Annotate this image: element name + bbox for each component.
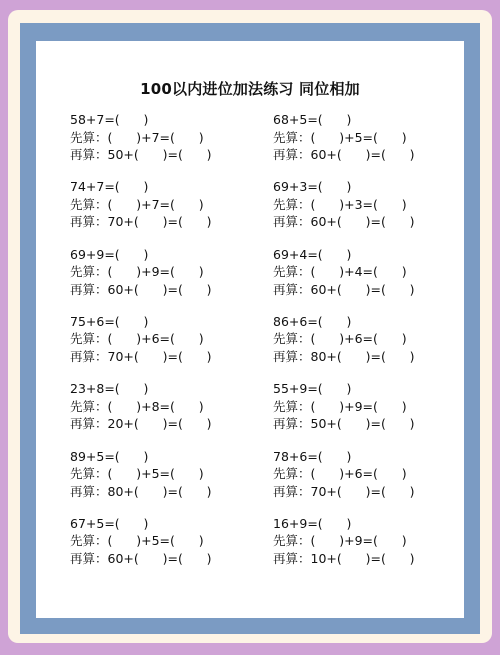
problem-step-first: 先算：( )+5=( ) — [70, 466, 204, 481]
problem-block — [273, 515, 463, 568]
problem-block — [70, 515, 260, 568]
problem-step-first: 先算：( )+4=( ) — [273, 264, 407, 280]
problem-equation: 16+9=( ) — [273, 515, 352, 531]
problem-step-second: 再算：50+( )=( ) — [273, 416, 415, 432]
problem-step-second: 再算：60+( )=( ) — [273, 281, 415, 297]
worksheet — [36, 41, 464, 618]
problem-block — [273, 178, 463, 231]
problem-step-second: 再算：60+( )=( ) — [70, 550, 212, 566]
problem-block — [273, 246, 463, 299]
problem-equation: 78+6=( ) — [273, 448, 352, 464]
problem-step-first: 先算：( )+8=( ) — [70, 398, 204, 414]
problem-equation: 86+6=( ) — [273, 313, 352, 329]
problem-step-first: 先算：( )+9=( ) — [70, 264, 204, 280]
problem-equation: 75+6=( ) — [70, 313, 149, 329]
problem-block — [273, 313, 463, 366]
problem-block — [273, 111, 463, 164]
problem-step-first: 先算：( )+9=( ) — [273, 533, 407, 549]
problem-block — [70, 380, 260, 433]
problem-step-second: 再算：60+( )=( ) — [70, 281, 212, 297]
problem-step-first: 先算：( )+5=( ) — [70, 533, 204, 549]
problem-block — [70, 246, 260, 299]
problem-block — [70, 448, 260, 501]
problem-step-first: 先算：( )+3=( ) — [273, 196, 407, 212]
problem-step-second: 再算：60+( )=( ) — [273, 214, 415, 230]
problem-step-second: 再算：70+( )=( ) — [273, 483, 415, 499]
problem-step-first: 先算：( )+6=( ) — [273, 331, 407, 347]
problem-step-first: 先算：( )+7=( ) — [70, 196, 204, 212]
problem-equation: 69+4=( ) — [273, 246, 352, 262]
problem-equation: 67+5=( ) — [70, 515, 149, 531]
problem-step-second: 再算：70+( )=( ) — [70, 214, 212, 230]
problem-step-first: 先算：( )+9=( ) — [273, 398, 407, 414]
worksheet-title: 100以内进位加法练习 同位相加 — [140, 80, 360, 98]
problem-block — [70, 178, 260, 231]
problem-step-second: 再算：20+( )=( ) — [70, 416, 212, 432]
problem-step-second: 再算：70+( )=( ) — [70, 348, 212, 364]
problem-block — [70, 313, 260, 366]
problem-step-first: 先算：( )+5=( ) — [273, 129, 407, 145]
problem-step-second: 再算：80+( )=( ) — [273, 348, 415, 364]
problem-step-first: 先算：( )+6=( ) — [273, 466, 407, 481]
problem-equation: 58+7=( ) — [70, 112, 149, 127]
problem-step-second: 再算：80+( )=( ) — [70, 483, 212, 499]
problem-equation: 74+7=( ) — [70, 179, 149, 195]
problem-step-second: 再算：50+( )=( ) — [70, 147, 212, 162]
problem-block — [70, 111, 260, 164]
problem-equation: 55+9=( ) — [273, 381, 352, 397]
problem-equation: 69+9=( ) — [70, 246, 149, 262]
problem-equation: 89+5=( ) — [70, 448, 149, 464]
problem-equation: 68+5=( ) — [273, 112, 352, 127]
problem-step-second: 再算：60+( )=( ) — [273, 147, 415, 162]
problem-block — [273, 448, 463, 501]
problem-step-second: 再算：10+( )=( ) — [273, 550, 415, 566]
problem-equation: 23+8=( ) — [70, 381, 149, 397]
problem-step-first: 先算：( )+7=( ) — [70, 129, 204, 145]
problem-equation: 69+3=( ) — [273, 179, 352, 195]
problem-step-first: 先算：( )+6=( ) — [70, 331, 204, 347]
problem-block — [273, 380, 463, 433]
